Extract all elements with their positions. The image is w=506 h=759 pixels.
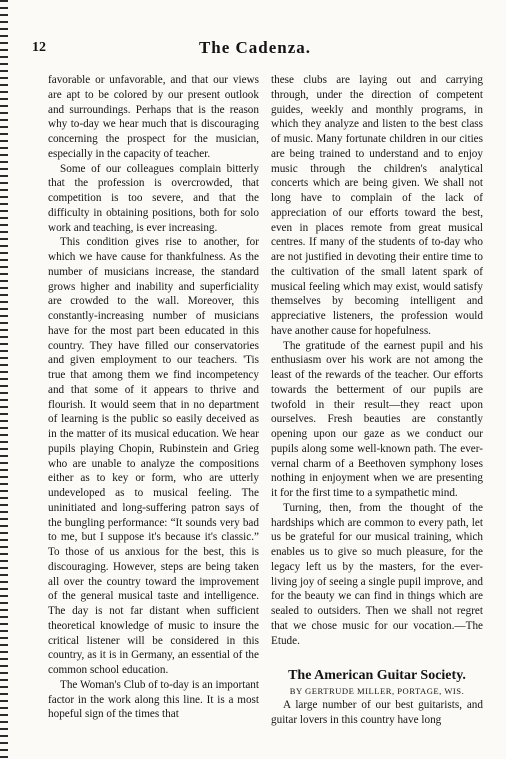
binding-edge — [0, 0, 8, 759]
section-title: The American Guitar Society. — [288, 668, 466, 684]
journal-title: The Cadenza. — [198, 38, 312, 57]
paragraph: these clubs are laying out and carrying through, under the direction of competent guides, weekly and monthly programs, in which they analyze and listen to the best class of music. Many fortunate children in our cities are being trained to understand and to enjoy music through the children's analytical concerts which are being given. We shall not long have to complain of the lack of appreciation of our efforts toward the best, even in places remote from great musical centres. If many of the students of to-day who are not justified in devoting their entire time to the cultivation of the small latent spark of musical feeling which may exist, would satisfy themselves by becoming intelligent and appreciative listeners, the profession would have another cause for hopefulness. — [271, 74, 483, 337]
page-number: 12 — [32, 40, 46, 55]
paragraph: Some of our colleagues complain bitterly that the profession is overcrowded, that competition is too severe, and that the difficulty in obtaining positions, both for solo work and teaching, is ever increasing. — [48, 162, 259, 234]
page-header — [30, 40, 480, 60]
paragraph: Turning, then, from the thought of the hardships which are common to every path, let us be grateful for our musical training, which enables us to give so much pleasure, for the legacy left us by the masters, for the ever-living joy of seeing a single pupil improve, and for the beauty we can find in things which are sealed to outsiders. Then we shall not regret that we chose music for our vocation.—The Etude. — [271, 501, 483, 647]
paragraph: The Woman's Club of to-day is an important factor in the work along this line. It is a most hopeful sign of the times that — [48, 678, 259, 721]
paragraph: favorable or unfavorable, and that our views are apt to be colored by our present outlook and surroundings. Perhaps that is the reason why to-day we hear much that is discouraging concerning the prospect for the musician, especially in the capacity of teacher. — [48, 74, 259, 160]
paragraph: This condition gives rise to another, for which we have cause for thankfulness. As the number of musicians increase, the standard grows higher and inability and superficiality are crowded to the wall. Moreover, this constantly-increasing number of musicians have for the most part been educated in this country. They have filled our conservatories and given employment to our teachers. 'Tis true that among them we find incompetency and that some of it appears to thrive and flourish. It would seem that in no department of learning is the public so easily deceived as in the matter of its musical education. We hear pupils playing Chopin, Rubinstein and Grieg who are unable to analyze the compositions either as to key or form, who are utterly undeveloped as to musical feeling. The uninitiated and long-suffering patron says of the bungling performance: “It sounds very bad to me, but I suppose it's because it's classic.” To those of us anxious for the best, this is discouraging. However, steps are being taken all over the country toward the improvement of the general musical taste and intelligence. The day is not far distant when sufficient theoretical knowledge of music to insure the critical listener will be considered in this country, as it is in Germany, an essential of the common school education. — [48, 236, 259, 676]
paragraph: A large number of our best guitarists, and guitar lovers in this country have long — [271, 699, 483, 726]
paragraph: The gratitude of the earnest pupil and his enthusiasm over his work are not among the least of the rewards of the teacher. Our efforts towards the betterment of our pupils are twofold in their result—they react upon ourselves. Fresh beauties are constantly opening upon our gaze as we conduct our pupils along some well-known path. The ever-vernal charm of a Beethoven symphony loses nothing in enjoyment when we are presenting it for the first time to a sympathetic mind. — [271, 339, 483, 499]
section-byline: BY GERTRUDE MILLER, PORTAGE, WIS. — [289, 686, 465, 697]
right-column — [271, 73, 483, 728]
left-column — [48, 73, 259, 722]
